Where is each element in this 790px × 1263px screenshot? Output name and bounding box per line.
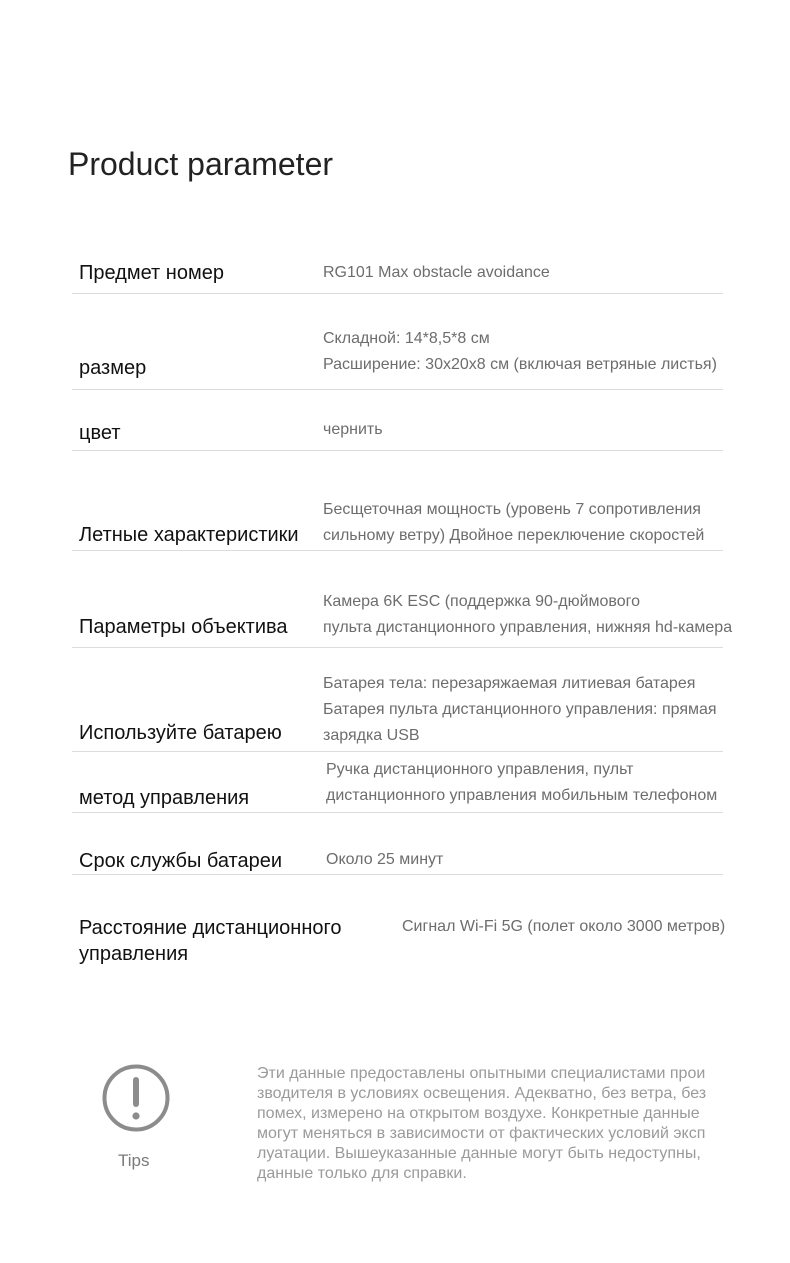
row-value: Батарея тела: перезаряжаемая литиевая батарея Батарея пульта дистанционного управления: прямая зарядка USB [323,675,717,744]
tips-icon-wrapper [102,1064,170,1132]
row-label: Срок службы батареи [79,850,283,872]
table-row-color [72,416,723,451]
row-value: Около 25 минут [326,851,444,868]
row-value: RG101 Max obstacle avoidance [323,264,550,281]
table-row-lens-parameters [72,588,733,648]
row-label: размер [79,357,147,379]
row-label: Предмет номер [79,262,224,284]
table-row-flight-performance [72,496,723,551]
row-value: Сигнал Wi-Fi 5G (полет около 3000 метров) [402,918,726,935]
tips-label: Tips [118,1151,150,1170]
row-label: Используйте батарею [79,722,282,744]
row-value: Камера 6K ESC (поддержка 90-дюймового пульта дистанционного управления, нижняя hd-камера [323,593,733,636]
row-label: Параметры объектива [79,616,288,638]
tips-disclaimer-text: Эти данные предоставлены опытными специалистами прои зводителя в условиях освещения. Адекватно, без ветра, без помех, измерено на открытом воздухе. Конкретные данные могут меняться в зависимости от фактических условий эксп луатации. Вышеуказанные данные могут быть недоступны, данные только для справки. [257,1065,707,1182]
table-row-size [72,325,723,390]
row-value: Ручка дистанционного управления, пульт дистанционного управления мобильным телефоном [326,761,718,804]
row-label: Летные характеристики [79,524,299,546]
row-label: метод управления [79,787,250,809]
table-row-item-number [72,258,723,294]
table-row-remote-distance [72,912,726,972]
page-title: Product parameter [68,146,334,182]
table-row-battery-life [72,846,723,875]
table-row-battery [72,670,723,752]
row-label: цвет [79,422,121,444]
row-value: Складной: 14*8,5*8 см Расширение: 30x20x8 см (включая ветряные листья) [323,330,717,373]
exclamation-circle-icon [102,1064,170,1132]
table-row-control-method [72,756,723,813]
row-value: Бесщеточная мощность (уровень 7 сопротивления сильному ветру) Двойное переключение скоростей [323,501,705,544]
row-value: чернить [323,421,383,438]
row-label: Расстояние дистанционного управления [79,917,342,965]
